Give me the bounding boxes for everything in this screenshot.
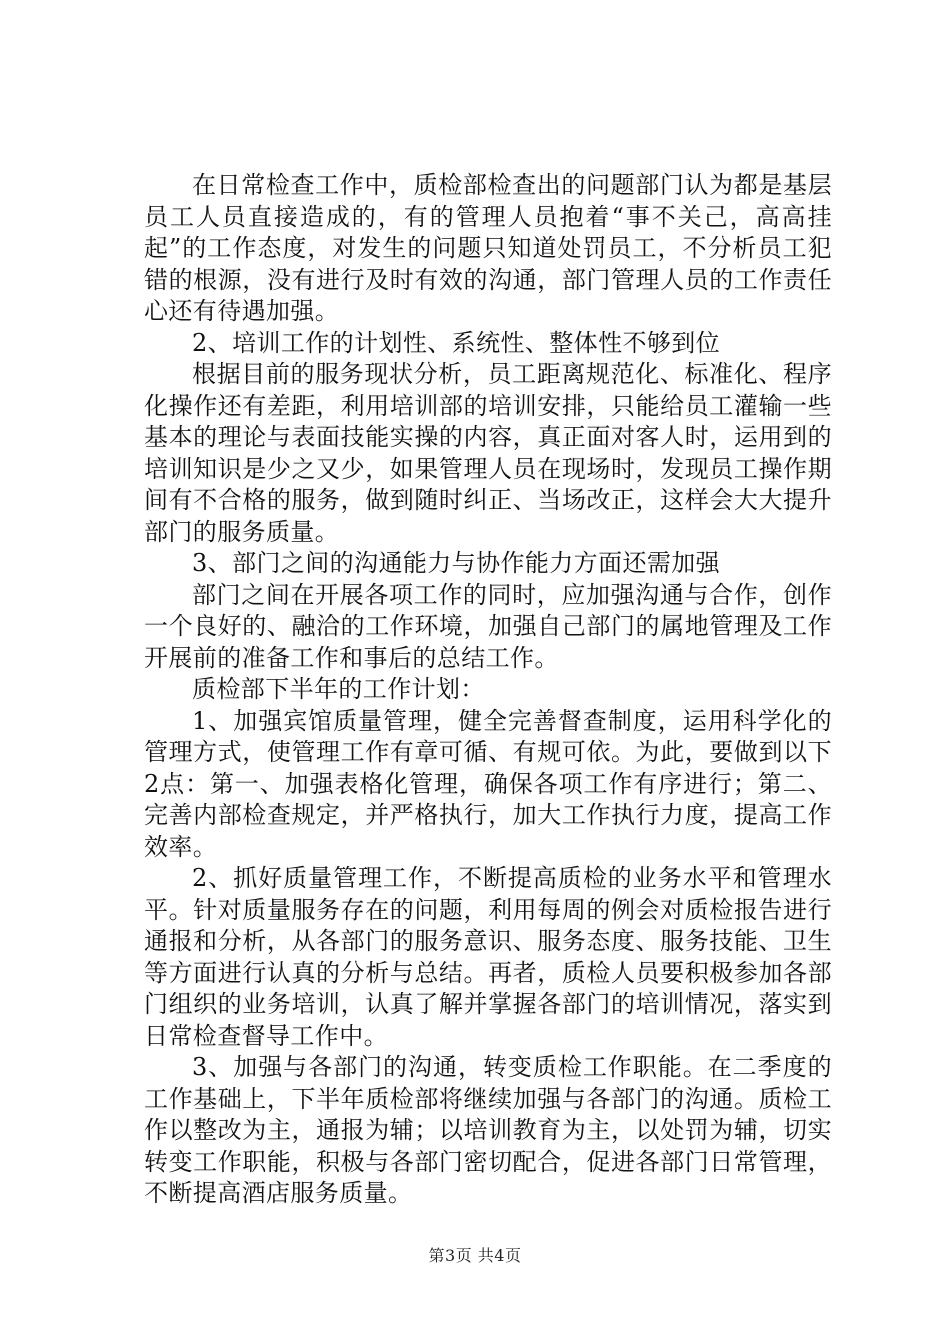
heading-department-communication: 3、部门之间的沟通能力与协作能力方面还需加强 [192,549,721,577]
document-body [144,170,832,1210]
heading-training-planning: 2、培训工作的计划性、系统性、整体性不够到位 [192,328,721,357]
paragraph-problem-analysis: 在日常检查工作中，质检部检查出的问题部门认为都是基层员工人员直接造成的，有的管理人员抱着“事不关己，高高挂起”的工作态度，对发生的问题只知道处罚员工，不分析员工犯错的根源，没有进行及时有效的沟通，部门管理人员的工作责任心还有待遇加强。 [144,171,832,325]
paragraph-plan-item-2: 2、抓好质量管理工作，不断提高质检的业务水平和管理水平。针对质量服务存在的问题，利用每周的例会对质检报告进行通报和分析，从各部门的服务意识、服务态度、服务技能、卫生等方面进行认真的分析与总结。再者，质检人员要积极参加各部门组织的业务培训，认真了解并掌握各部门的培训情况，落实到日常检查督导工作中。 [144,864,832,1050]
heading-work-plan: 质检部下半年的工作计划： [192,675,485,703]
paragraph-plan-item-3: 3、加强与各部门的沟通，转变质检工作职能。在二季度的工作基础上，下半年质检部将继续加强与各部门的沟通。质检工作以整改为主，通报为辅；以培训教育为主，以处罚为辅，切实转变工作职能，积极与各部门密切配合，促进各部门日常管理，不断提高酒店服务质量。 [144,1053,832,1207]
page-number-footer: 第3页 共4页 [428,1246,522,1265]
paragraph-plan-item-1: 1、加强宾馆质量管理，健全完善督查制度，运用科学化的管理方式，使管理工作有章可循、有规可依。为此，要做到以下2点：第一、加强表格化管理，确保各项工作有序进行；第二、完善内部检查规定，并严格执行，加大工作执行力度，提高工作效率。 [144,706,832,861]
paragraph-department-cooperation: 部门之间在开展各项工作的同时，应加强沟通与合作，创作一个良好的、融洽的工作环境，加强自己部门的属地管理及工作开展前的准备工作和事后的总结工作。 [144,580,832,672]
paragraph-training-analysis: 根据目前的服务现状分析，员工距离规范化、标准化、程序化操作还有差距，利用培训部的培训安排，只能给员工灌输一些基本的理论与表面技能实操的内容，真正面对客人时，运用到的培训知识是少之又少，如果管理人员在现场时，发现员工操作期间有不合格的服务，做到随时纠正、当场改正，这样会大大提升部门的服务质量。 [144,360,832,546]
